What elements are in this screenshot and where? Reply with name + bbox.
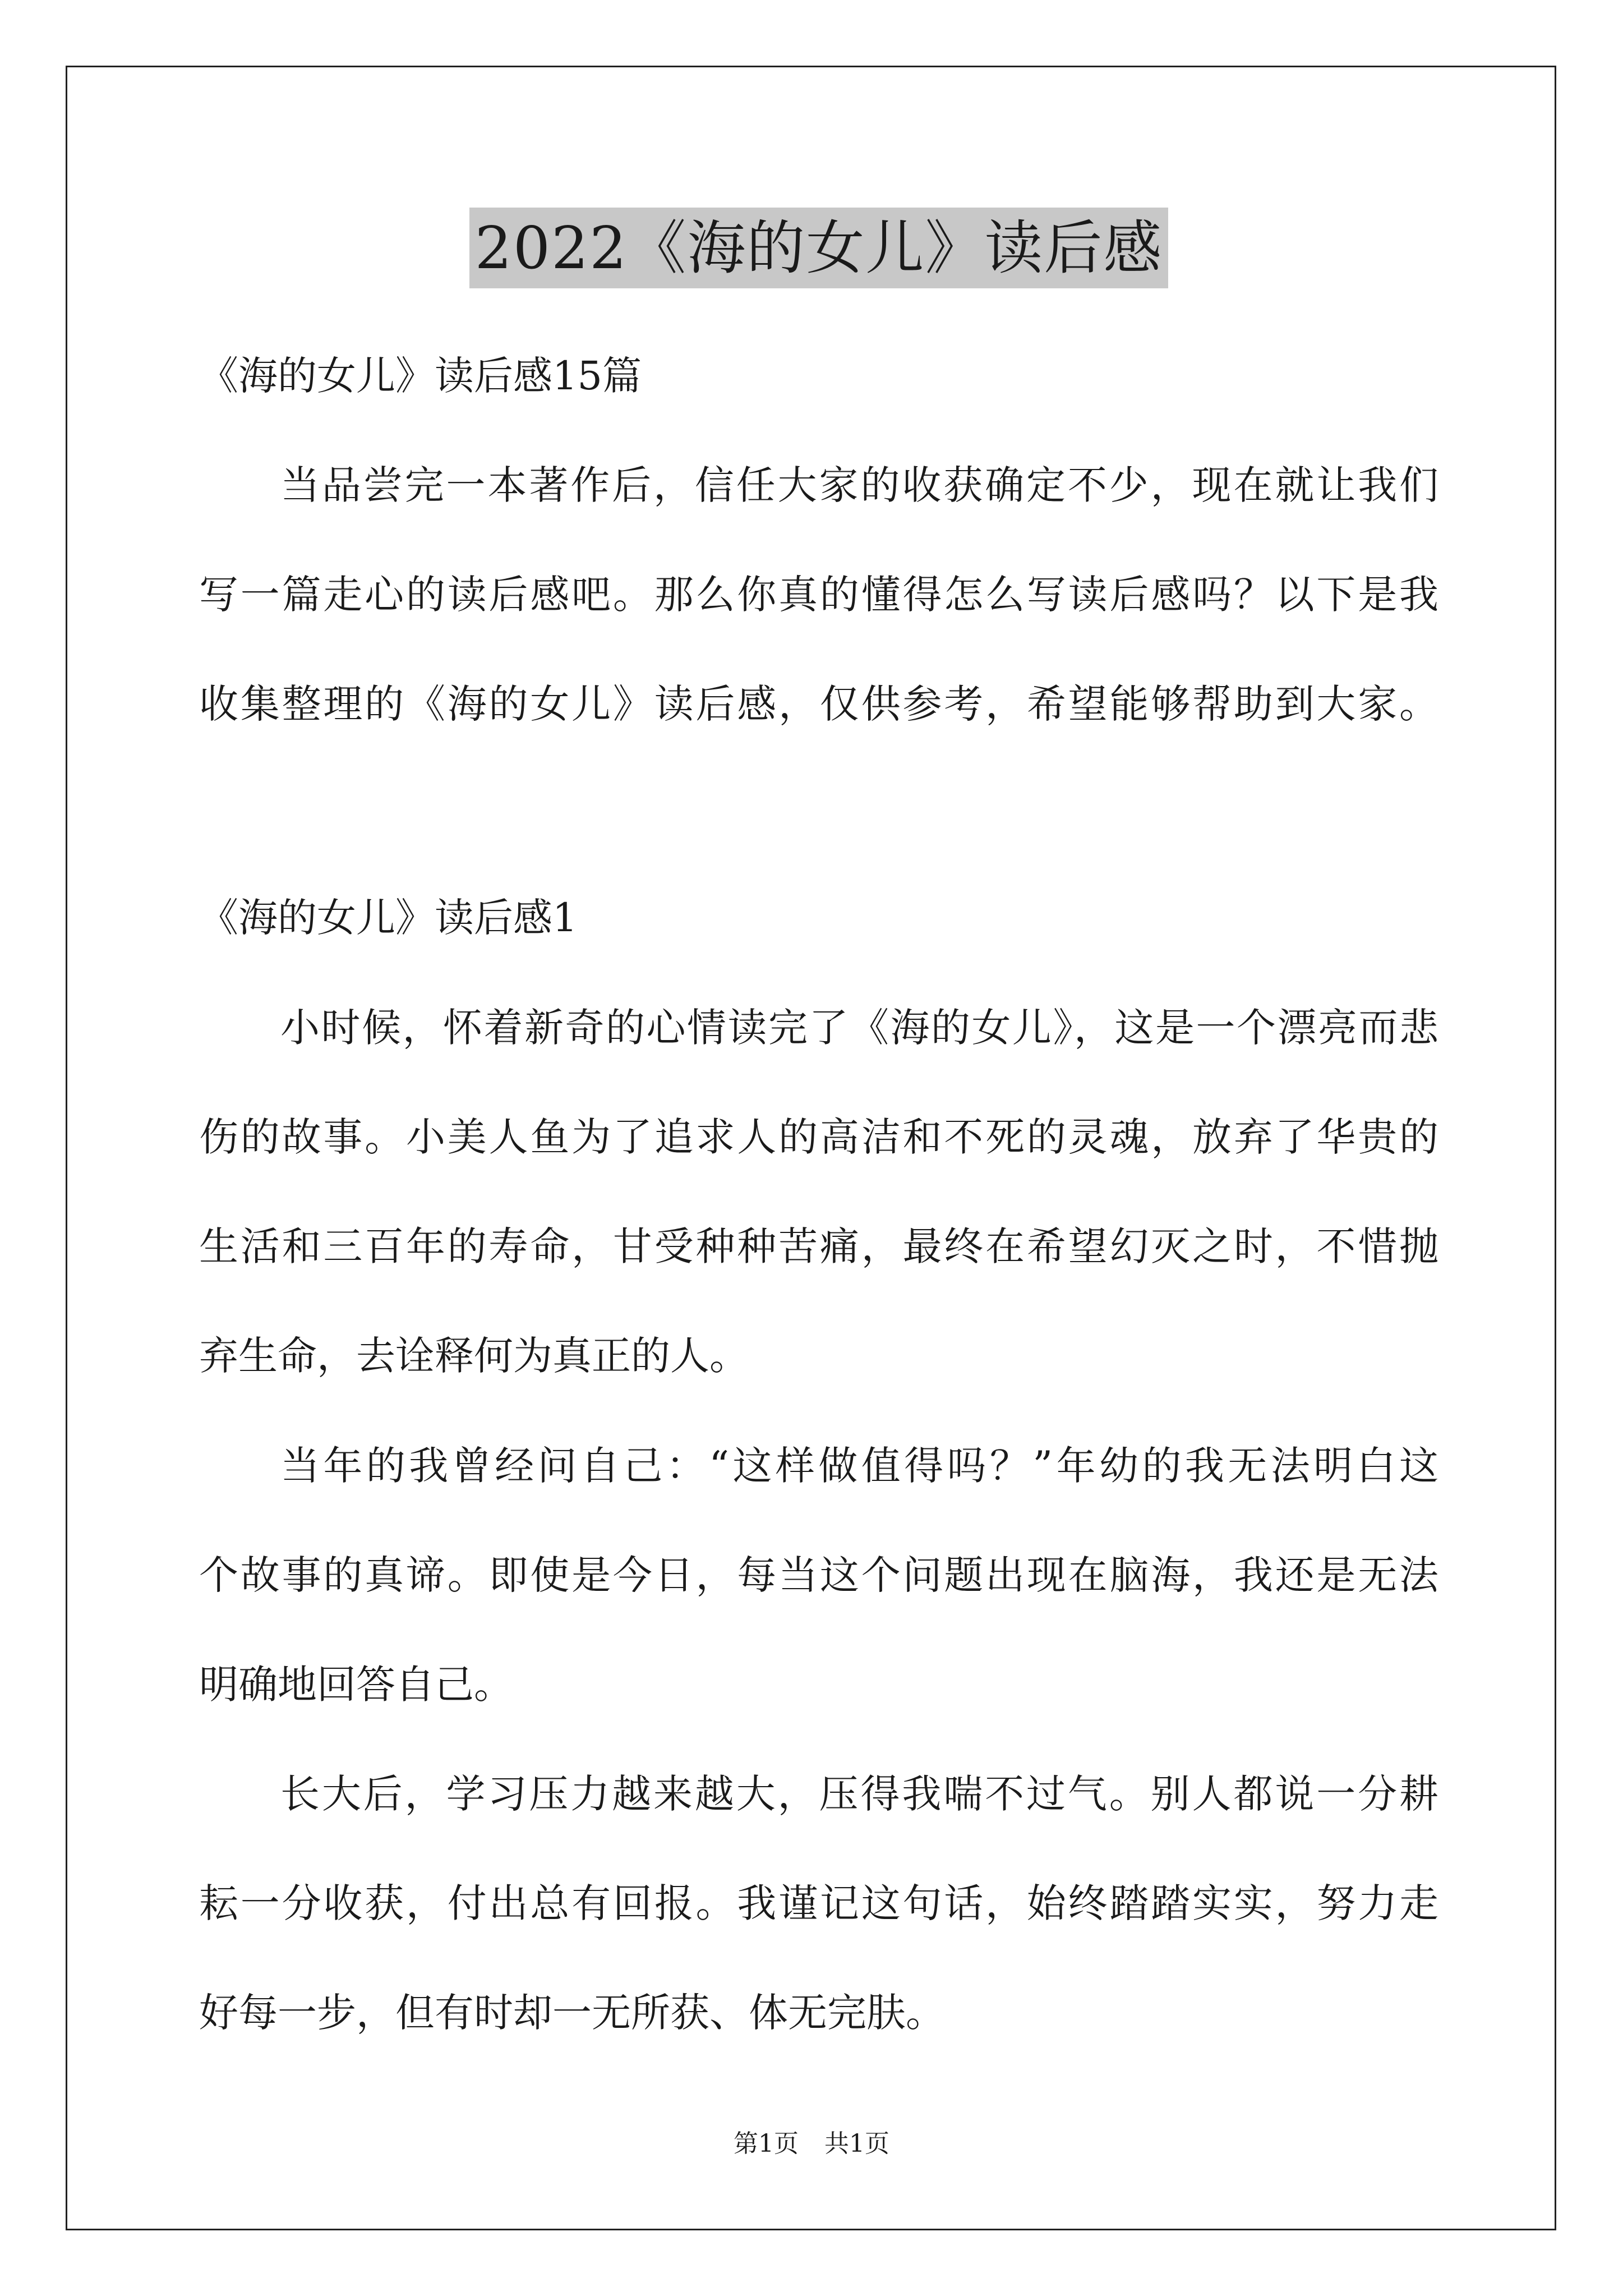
paragraph-line: 伤的故事。小美人鱼为了追求人的高洁和不死的灵魂，放弃了华贵的 bbox=[199, 1114, 1438, 1160]
paragraph-line: 个故事的真谛。即使是今日，每当这个问题出现在脑海，我还是无法 bbox=[199, 1552, 1438, 1598]
section-heading: 《海的女儿》读后感1 bbox=[199, 895, 578, 941]
intro-line: 收集整理的《海的女儿》读后感，仅供参考，希望能够帮助到大家。 bbox=[199, 681, 1438, 727]
paragraph-line: 小时候，怀着新奇的心情读完了《海的女儿》，这是一个漂亮而悲 bbox=[280, 1005, 1438, 1051]
page-footer bbox=[0, 2128, 1623, 2160]
page-total: 共1页 bbox=[824, 2129, 889, 2158]
intro-line: 写一篇走心的读后感吧。那么你真的懂得怎么写读后感吗？以下是我 bbox=[199, 572, 1438, 618]
paragraph-line: 耘一分收获，付出总有回报。我谨记这句话，始终踏踏实实，努力走 bbox=[199, 1880, 1438, 1926]
document-title: 2022《海的女儿》读后感 bbox=[469, 208, 1169, 288]
paragraph-line: 长大后，学习压力越来越大，压得我喘不过气。别人都说一分耕 bbox=[280, 1771, 1438, 1817]
page-number: 第1页 bbox=[734, 2129, 799, 2158]
paragraph-line: 明确地回答自己。 bbox=[199, 1662, 513, 1708]
paragraph-line: 生活和三百年的寿命，甘受种种苦痛，最终在希望幻灭之时，不惜抛 bbox=[199, 1223, 1438, 1269]
paragraph-line: 好每一步，但有时却一无所获、体无完肤。 bbox=[199, 1990, 945, 2036]
document-subtitle: 《海的女儿》读后感15篇 bbox=[199, 353, 642, 399]
paragraph-line: 弃生命，去诠释何为真正的人。 bbox=[199, 1333, 749, 1379]
intro-line: 当品尝完一本著作后，信任大家的收获确定不少，现在就让我们 bbox=[280, 462, 1438, 508]
paragraph-line: 当年的我曾经问自己：“这样做值得吗？”年幼的我无法明白这 bbox=[280, 1443, 1438, 1489]
